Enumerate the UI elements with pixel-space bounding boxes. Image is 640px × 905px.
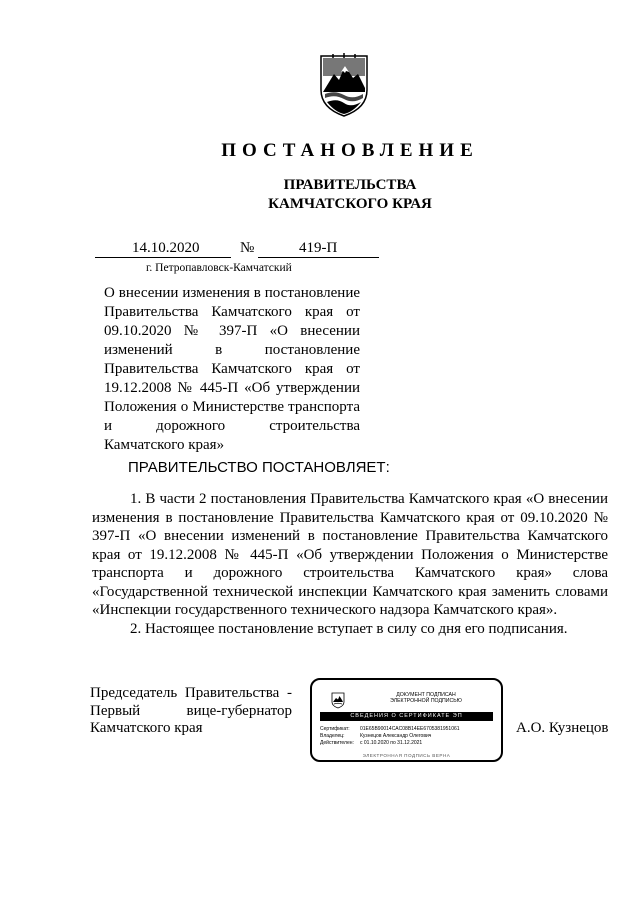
stamp-validity-row (320, 740, 422, 746)
coat-of-arms-emblem (317, 52, 371, 118)
owner-value: Кузнецов Александр Олегович (360, 733, 432, 739)
stamp-header-line-1: ДОКУМЕНТ ПОДПИСАН (396, 692, 456, 698)
paragraph-1: 1. В части 2 постановления Правительства Камчатского края «О внесении изменения в постановление Правительства Камчатского края от 09.10.2020 № 397-П «О внесении изменений в постановление Правительства Камчатского края от 19.12.2008 № 445-П «Об утверждении Положения о Министерстве транспорта и дорожного строительства Камчатского края» слова «Государственной технической инспекции Камчатского края заменить словами «Инспекции государственного технического надзора Камчатского края». (92, 491, 608, 618)
document-body (92, 490, 608, 638)
validity-value: с 01.10.2020 по 31.12.2021 (360, 740, 423, 746)
electronic-signature-stamp (310, 678, 503, 762)
stamp-header (362, 692, 490, 705)
signer-position-line-1: Председатель Правительства - (90, 685, 292, 701)
stamp-header-line-2: ЭЛЕКТРОННОЙ ПОДПИСЬЮ (390, 698, 462, 705)
signer-name: А.О. Кузнецов (516, 720, 609, 736)
stamp-certificate-bar: СВЕДЕНИЯ О СЕРТИФИКАТЕ ЭП (320, 712, 493, 721)
document-title: ПОСТАНОВЛЕНИЕ (221, 140, 479, 161)
stamp-certificate-row (320, 726, 460, 732)
document-date: 14.10.2020 (132, 240, 200, 256)
signer-position-line-2: Первый вице-губернатор (90, 702, 292, 719)
validity-label: Действителен: (320, 740, 354, 746)
certificate-value: 01E65B90014CAC08B14EE6705381951061 (360, 726, 460, 732)
certificate-label: Сертификат: (320, 726, 350, 732)
date-underline (95, 257, 231, 258)
authority-line-1: ПРАВИТЕЛЬСТВА (283, 177, 417, 193)
stamp-owner-row (320, 733, 431, 739)
owner-label: Владелец: (320, 733, 345, 739)
authority-line-2: КАМЧАТСКОГО КРАЯ (268, 196, 432, 212)
number-sign: № (240, 240, 255, 256)
city-line: г. Петропавловск-Камчатский (146, 262, 292, 274)
signer-position-line-3: Камчатского края (90, 720, 203, 736)
document-number: 419-П (299, 240, 338, 256)
stamp-footer: ЭЛЕКТРОННАЯ ПОДПИСЬ ВЕРНА (362, 753, 451, 758)
document-subject: О внесении изменения в постановление Правительства Камчатского края от 09.10.2020 № 397-П «О внесении изменений в постановление Правительства Камчатского края от 19.12.2008 № 445-П «Об утверждении Положения о Министерстве транспорта и дорожного строительства Камчатского края» (104, 285, 360, 453)
stamp-emblem-icon (331, 692, 345, 709)
issuing-authority (0, 176, 640, 214)
number-underline (258, 257, 379, 258)
paragraph-2: 2. Настоящее постановление вступает в силу со дня его подписания. (130, 620, 568, 637)
signer-position (90, 685, 292, 738)
decree-line: ПРАВИТЕЛЬСТВО ПОСТАНОВЛЯЕТ: (128, 459, 390, 476)
